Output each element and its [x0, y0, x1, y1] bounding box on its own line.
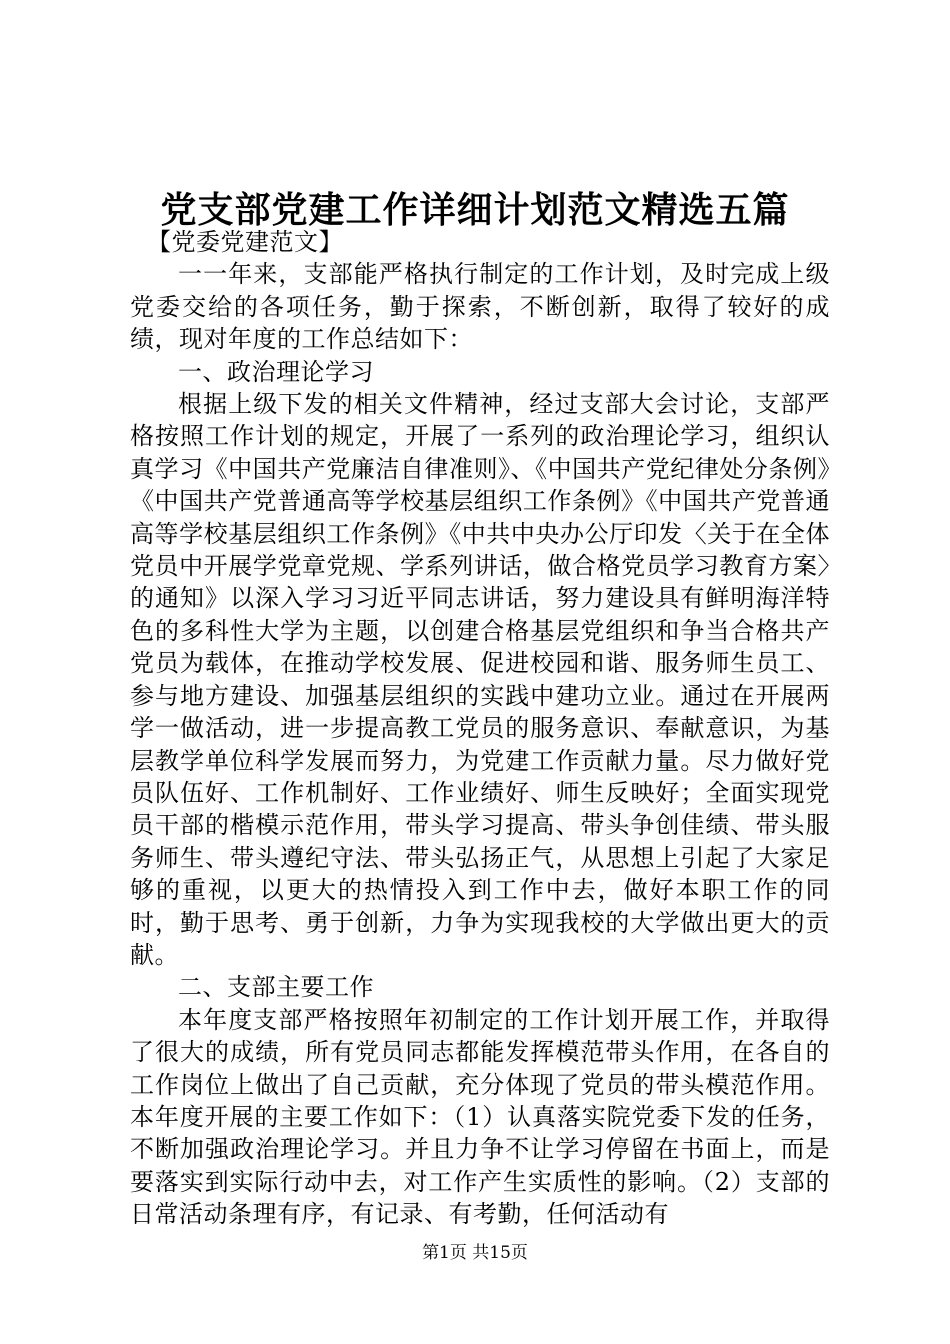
intro-paragraph: 一一年来，支部能严格执行制定的工作计划，及时完成上级党委交给的各项任务，勤于探索，不断创新，取得了较好的成绩，现对年度的工作总结如下： [130, 260, 830, 354]
main-work-paragraph: 本年度支部严格按照年初制定的工作计划开展工作，并取得了很大的成绩，所有党员同志都能发挥模范带头作用，在各自的工作岗位上做出了自己贡献，充分体现了党员的带头模范作用。本年度开展的主要工作如下：（1）认真落实院党委下发的任务，不断加强政治理论学习。并且力争不让学习停留在书面上，而是要落实到实际行动中去，对工作产生实质性的影响。（2）支部的日常活动条理有序，有记录、有考勤，任何活动有 [130, 1005, 830, 1229]
political-study-paragraph: 根据上级下发的相关文件精神，经过支部大会讨论，支部严格按照工作计划的规定，开展了一系列的政治理论学习，组织认真学习《中国共产党廉洁自律准则》、《中国共产党纪律处分条例》《中国共产党普通高等学校基层组织工作条例》《中国共产党普通高等学校基层组织工作条例》《中共中央办公厅印发〈关于在全体党员中开展学党章党规、学系列讲话，做合格党员学习教育方案〉的通知》以深入学习习近平同志讲话，努力建设具有鲜明海洋特色的多科性大学为主题，以创建合格基层党组织和争当合格共产党员为载体，在推动学校发展、促进校园和谐、服务师生员工、参与地方建设、加强基层组织的实践中建功立业。通过在开展两学一做活动，进一步提高教工党员的服务意识、奉献意识，为基层教学单位科学发展而努力，为党建工作贡献力量。尽力做好党员队伍好、工作机制好、工作业绩好、师生反映好；全面实现党员干部的楷模示范作用，带头学习提高、带头争创佳绩、带头服务师生、带头遵纪守法、带头弘扬正气，从思想上引起了大家足够的重视，以更大的热情投入到工作中去，做好本职工作的同时，勤于思考、勇于创新，力争为实现我校的大学做出更大的贡献。 [130, 390, 830, 969]
section-heading-political-study: 一、政治理论学习 [178, 357, 374, 386]
document-body [130, 226, 830, 1231]
document-title: 党支部党建工作详细计划范文精选五篇 [160, 189, 790, 231]
page-footer: 第1页 共15页 [422, 1243, 528, 1263]
category-label: 【党委党建范文】 [147, 228, 343, 256]
section-heading-main-work: 二、支部主要工作 [178, 973, 374, 1002]
